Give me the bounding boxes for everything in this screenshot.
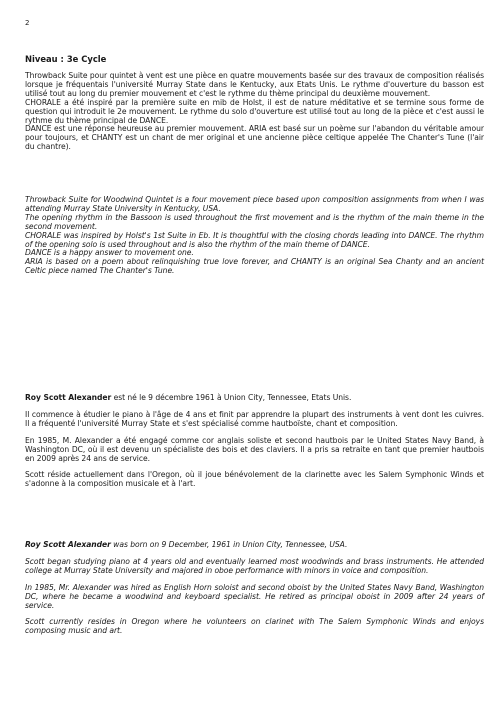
paragraph: In 1985, Mr. Alexander was hired as English Horn soloist and second oboist by the United States Navy Band, Washington DC, where he became a woodwind and keyboard specialist. He retired as principal oboist in 2009 after 24 years of service. (25, 582, 484, 610)
bio-intro (25, 394, 484, 403)
paragraph: Scott began studying piano at 4 years old and eventually learned most woodwinds and brass instruments. He attended college at Murray State University and majored in oboe performance with minors in voice and composition. (25, 556, 484, 575)
paragraph: Scott réside actuellement dans l'Oregon, où il joue bénévolement de la clarinette avec les Salem Symphonic Winds et s'adonne à la composition musicale et à l'art. (25, 470, 484, 489)
bio-intro-text: was born on 9 December, 1961 in Union City, Tennessee, USA. (110, 540, 348, 549)
bio-intro (25, 541, 484, 550)
paragraph: ARIA is based on a poem about relinquishing true love forever, and CHANTY is an original Sea Chanty and an ancient Celtic piece named The Chanter's Tune. (25, 257, 484, 276)
paragraph: The opening rhythm in the Bassoon is used throughout the first movement and is the rhythm of the main theme in the second movement. (25, 212, 484, 231)
paragraph: Il commence à étudier le piano à l'âge de 4 ans et finit par apprendre la plupart des instruments à vent dont les cuivres. Il a fréquenté l'université Murray State et s'est spécialisé comme hautboïste, chant et composition. (25, 409, 484, 428)
paragraph: Throwback Suite for Woodwind Quintet is a four movement piece based upon composition assignments from when I was attending Murray State University in Kentucky, USA. (25, 195, 484, 213)
paragraph: CHORALE was inspired by Holst's 1st Suite in Eb. It is thoughtful with the closing chords leading into DANCE. The rhythm of the opening solo is used throughout and is also the rhythm of the main theme of DANCE. (25, 230, 484, 249)
composer-name: Roy Scott Alexander (25, 540, 111, 549)
english-biography (25, 541, 484, 636)
paragraph: CHORALE a été inspiré par la première suite en mib de Holst, il est de nature méditative et se termine sous forme de question qui introduit le 2e mouvement. Le rythme du solo d'ouverture est utilisé tout au long de la pièce et c'est aussi le rythme du thème principal de DANCE. (25, 97, 484, 125)
bio-intro-text: est né le 9 décembre 1961 à Union City, Tennessee, Etats Unis. (111, 393, 352, 402)
level-heading: Niveau : 3e Cycle (25, 54, 107, 64)
composer-name: Roy Scott Alexander (25, 393, 112, 402)
paragraph: DANCE is a happy answer to movement one. (25, 248, 194, 258)
french-biography (25, 394, 484, 489)
paragraph: Scott currently resides in Oregon where he volunteers on clarinet with The Salem Symphonic Winds and enjoys composing music and art. (25, 617, 484, 636)
page-number: 2 (25, 19, 30, 27)
paragraph: DANCE est une réponse heureuse au premier mouvement. ARIA est basé sur un poème sur l'abandon du véritable amour pour toujours, et CHANTY est un chant de mer original et une ancienne pièce celtique appelée The Chanter's Tune (l'air du chantre). (25, 124, 484, 152)
paragraph: Throwback Suite pour quintet à vent est une pièce en quatre mouvements basée sur des travaux de composition réalisés lorsque je fréquentais l'université Murray State dans le Kentucky, aux Etats Unis. Le rythme d'ouverture du basson est utilisé tout au long du premier mouvement et c'est le rythme du thème principal du deuxième mouvement. (25, 71, 484, 98)
french-program-notes (25, 72, 484, 152)
paragraph: En 1985, M. Alexander a été engagé comme cor anglais soliste et second hautbois par le United States Navy Band, à Washington DC, où il est devenu un spécialiste des bois et des claviers. Il a pris sa retraite en tant que premier hautbois en 2009 après 24 ans de service. (25, 435, 484, 463)
english-program-notes (25, 196, 484, 276)
